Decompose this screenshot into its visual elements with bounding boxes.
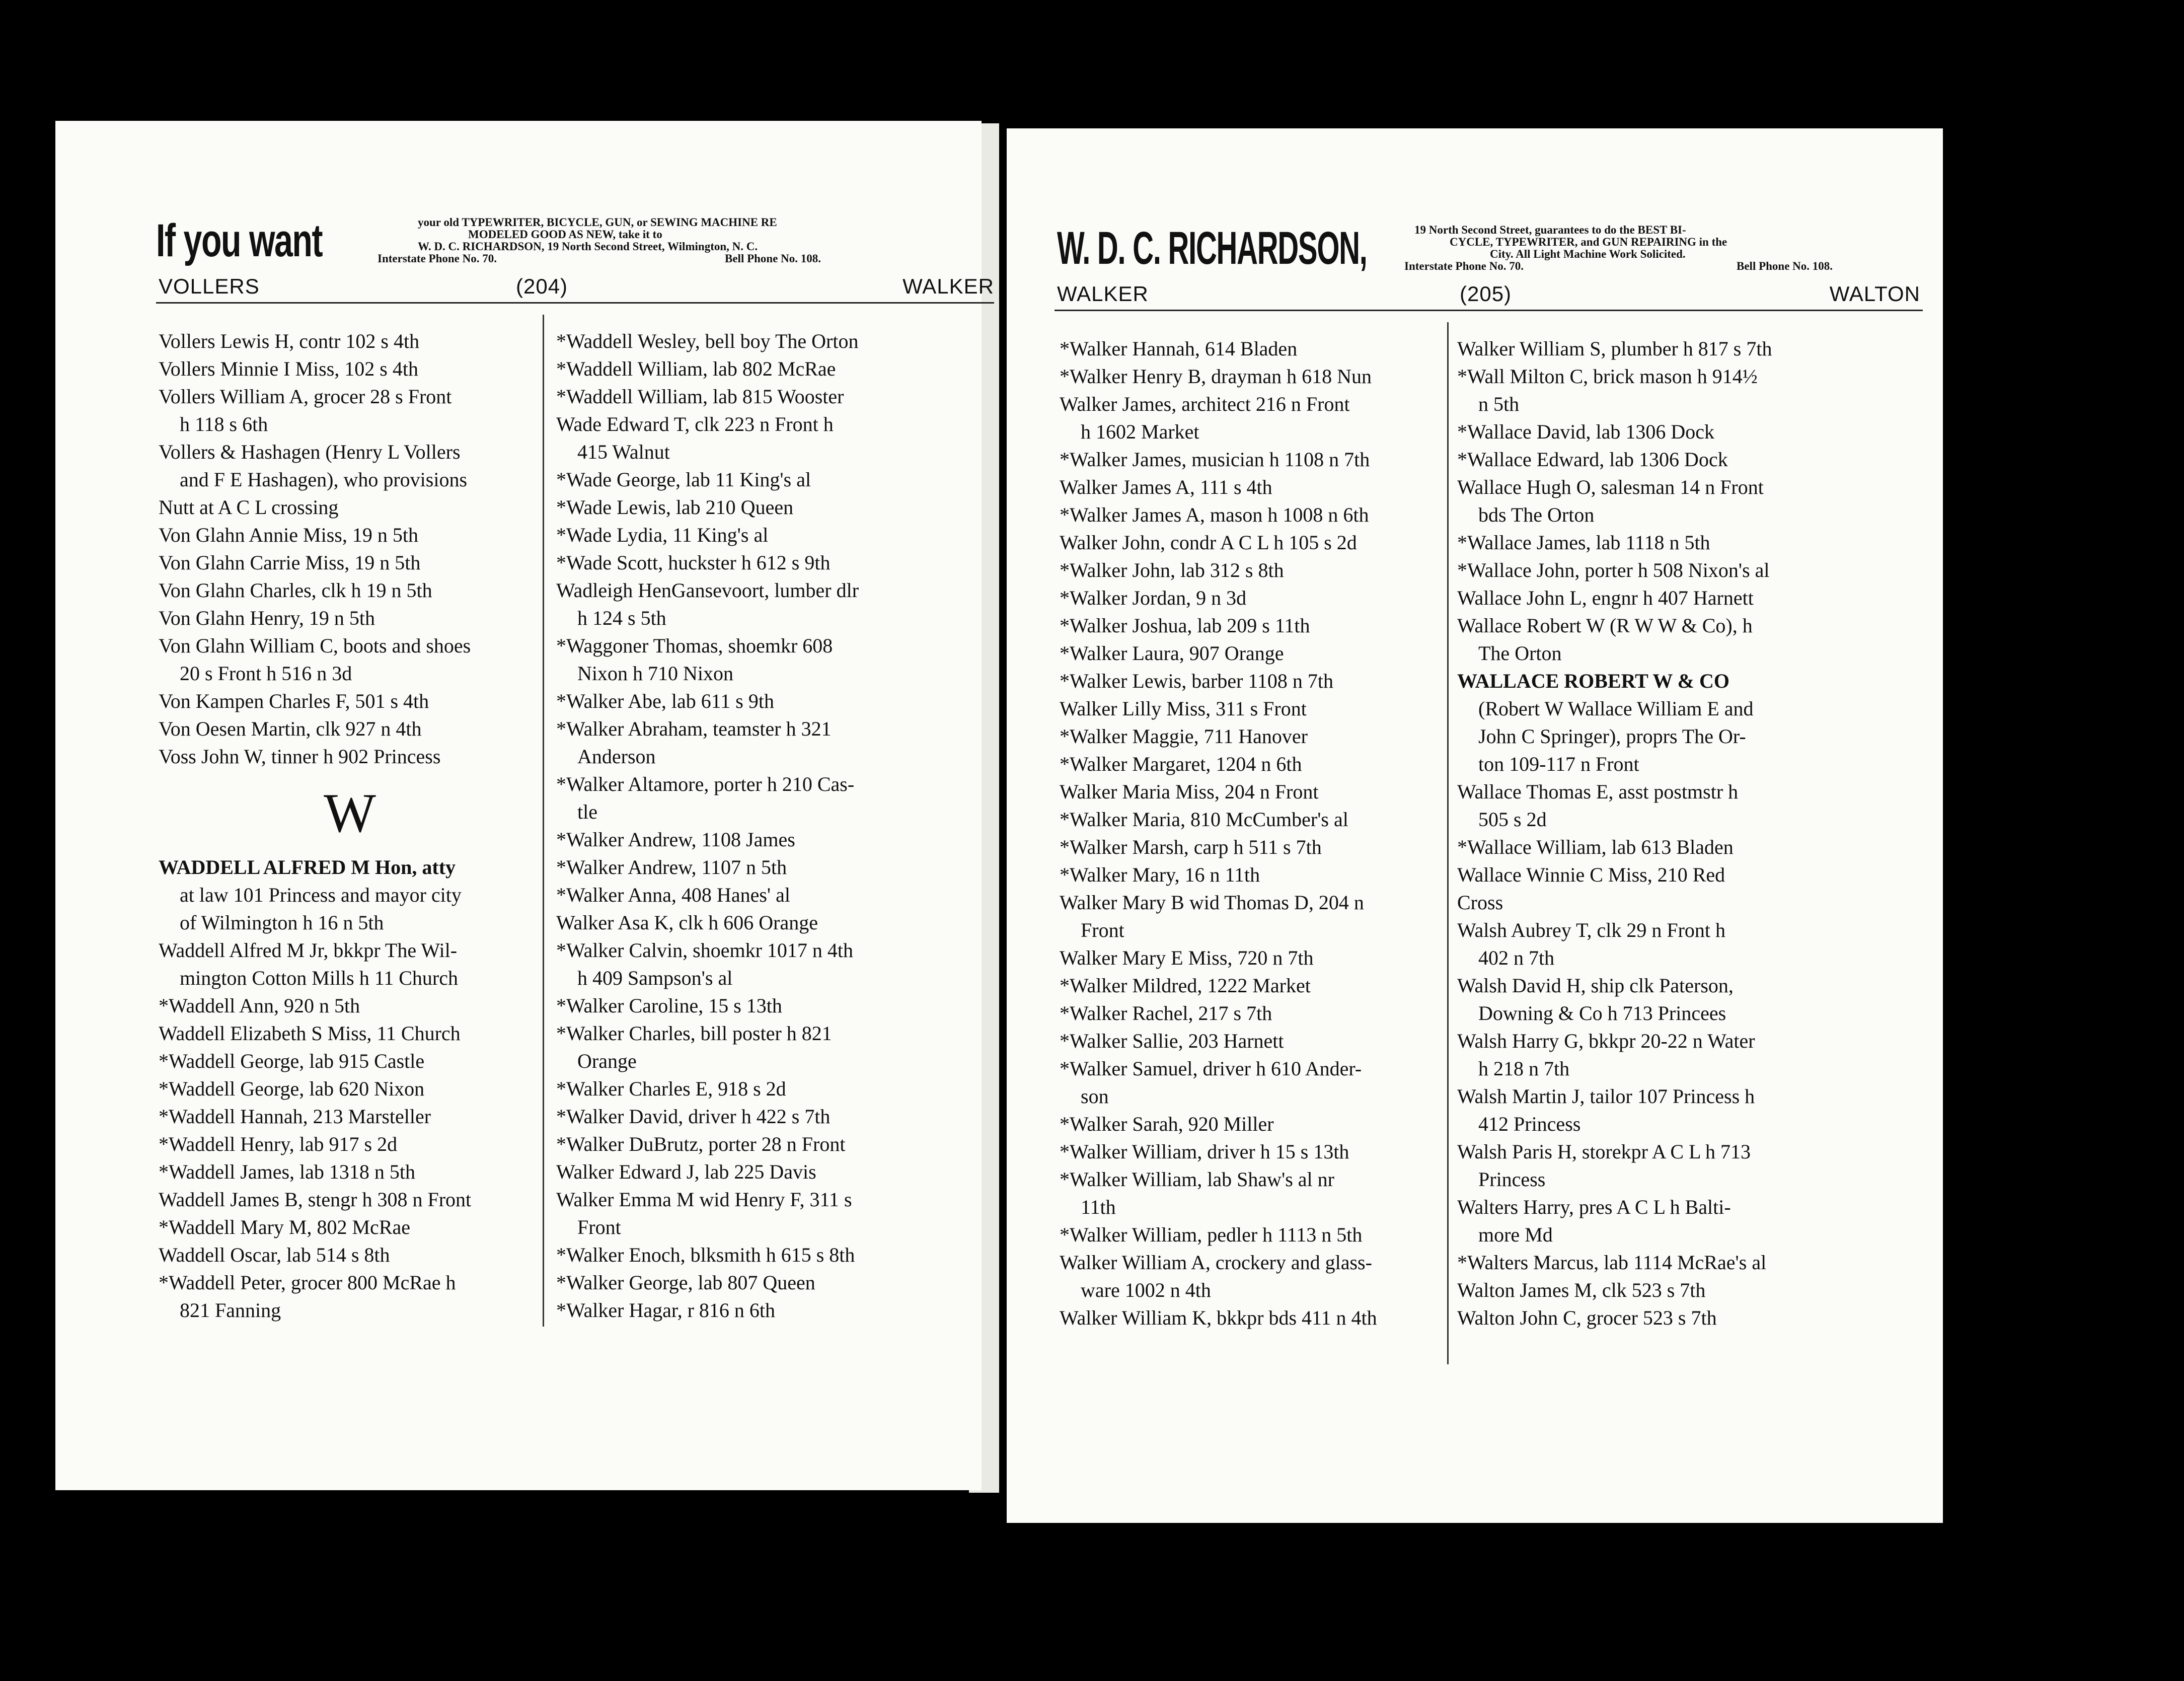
directory-entry: *Waggoner Thomas, shoemkr 608 <box>556 634 833 657</box>
directory-entry: tle <box>577 800 597 823</box>
directory-entry: Walker James A, 111 s 4th <box>1060 476 1272 498</box>
directory-entry: ton 109-117 n Front <box>1478 753 1639 775</box>
directory-entry: 505 s 2d <box>1478 808 1547 831</box>
directory-entry: Wallace Hugh O, salesman 14 n Front <box>1457 476 1764 498</box>
directory-entry: at law 101 Princess and mayor city <box>180 884 462 906</box>
directory-entry: *Waddell William, lab 802 McRae <box>556 357 836 380</box>
directory-entry: Von Oesen Martin, clk 927 n 4th <box>159 717 422 740</box>
directory-entry: Walker Lilly Miss, 311 s Front <box>1060 697 1307 720</box>
header-left: WALKER <box>1057 282 1149 306</box>
directory-entry: *Waddell William, lab 815 Wooster <box>556 385 844 408</box>
directory-entry: Nixon h 710 Nixon <box>577 662 733 685</box>
directory-entry: Walters Harry, pres A C L h Balti- <box>1457 1196 1731 1218</box>
directory-entry: *Walker Maria, 810 McCumber's al <box>1060 808 1348 831</box>
directory-entry: n 5th <box>1478 393 1520 415</box>
directory-entry: Downing & Co h 713 Princees <box>1478 1002 1726 1025</box>
ad-headline: W. D. C. RICHARDSON, <box>1057 223 1367 274</box>
directory-entry: *Walker Sarah, 920 Miller <box>1060 1113 1274 1135</box>
directory-entry: Wallace Robert W (R W W & Co), h <box>1457 614 1753 637</box>
directory-entry: *Walker Margaret, 1204 n 6th <box>1060 753 1302 775</box>
directory-entry: Orange <box>577 1050 637 1072</box>
directory-entry: Walsh Martin J, tailor 107 Princess h <box>1457 1085 1755 1108</box>
ad-line: Interstate Phone No. 70. <box>378 252 497 265</box>
directory-entry: more Md <box>1478 1223 1553 1246</box>
directory-entry: 415 Walnut <box>577 441 670 463</box>
directory-entry: Waddell James B, stengr h 308 n Front <box>159 1188 472 1211</box>
directory-entry: Walker James, architect 216 n Front <box>1060 393 1350 415</box>
column-2 <box>1457 335 1925 1332</box>
directory-entry: *Walker Jordan, 9 n 3d <box>1060 587 1247 609</box>
directory-entry: h 1602 Market <box>1081 420 1199 443</box>
right-page <box>1007 128 1943 1523</box>
header-right: WALTON <box>1829 282 1920 306</box>
directory-entry: *Waddell Henry, lab 917 s 2d <box>159 1133 398 1155</box>
directory-entry: Walton James M, clk 523 s 7th <box>1457 1279 1706 1301</box>
ad-line: 19 North Second Street, guarantees to do the BEST BI- <box>1414 224 1686 236</box>
directory-entry: *Walker Lewis, barber 1108 n 7th <box>1060 670 1334 692</box>
directory-entry: *Wall Milton C, brick mason h 914½ <box>1457 365 1758 388</box>
directory-entry: *Walker Samuel, driver h 610 Ander- <box>1060 1057 1362 1080</box>
directory-entry: Vollers Minnie I Miss, 102 s 4th <box>159 357 418 380</box>
directory-entry: *Waddell Mary M, 802 McRae <box>159 1216 410 1238</box>
page-number: (205) <box>1460 282 1512 306</box>
directory-entry: ware 1002 n 4th <box>1081 1279 1211 1301</box>
directory-entry: 11th <box>1081 1196 1116 1218</box>
directory-entry: *Walker Enoch, blksmith h 615 s 8th <box>556 1244 855 1266</box>
ad-line: W. D. C. RICHARDSON, 19 North Second Street, Wilmington, N. C. <box>418 240 758 253</box>
directory-entry: Von Glahn Carrie Miss, 19 n 5th <box>159 551 421 574</box>
ad-line: Bell Phone No. 108. <box>725 252 821 265</box>
directory-entry: Wadleigh HenGansevoort, lumber dlr <box>556 579 859 602</box>
directory-entry: *Walker Maggie, 711 Hanover <box>1060 725 1308 748</box>
directory-entry: *Wallace James, lab 1118 n 5th <box>1457 531 1710 554</box>
directory-entry: *Walker Henry B, drayman h 618 Nun <box>1060 365 1372 388</box>
directory-entry: *Walker Andrew, 1107 n 5th <box>556 856 787 879</box>
directory-entry: Vollers Lewis H, contr 102 s 4th <box>159 330 420 352</box>
directory-entry: Waddell Elizabeth S Miss, 11 Church <box>159 1022 461 1045</box>
column-1 <box>1060 335 1442 1332</box>
directory-entry: *Walker Sallie, 203 Harnett <box>1060 1030 1284 1052</box>
directory-entry: *Wallace Edward, lab 1306 Dock <box>1457 448 1728 471</box>
directory-entry: Wallace Thomas E, asst postmstr h <box>1457 780 1739 803</box>
directory-entry: 412 Princess <box>1478 1113 1581 1135</box>
directory-entry: *Walker Marsh, carp h 511 s 7th <box>1060 836 1322 858</box>
directory-entry: *Walker Laura, 907 Orange <box>1060 642 1284 665</box>
directory-entry: Walker John, condr A C L h 105 s 2d <box>1060 531 1357 554</box>
directory-entry: John C Springer), proprs The Or- <box>1478 725 1746 748</box>
directory-entry: Von Glahn William C, boots and shoes <box>159 634 471 657</box>
ad-line: City. All Light Machine Work Solicited. <box>1490 248 1686 260</box>
directory-entry: *Wade Scott, huckster h 612 s 9th <box>556 551 831 574</box>
directory-entry: 20 s Front h 516 n 3d <box>180 662 352 685</box>
page-number: (204) <box>516 274 568 298</box>
directory-entry: Von Glahn Annie Miss, 19 n 5th <box>159 524 418 546</box>
directory-entry: Walker William A, crockery and glass- <box>1060 1251 1372 1274</box>
directory-entry: *Walker David, driver h 422 s 7th <box>556 1105 831 1128</box>
directory-entry: son <box>1081 1085 1109 1108</box>
running-header <box>159 274 994 300</box>
directory-entry: The Orton <box>1478 642 1562 665</box>
directory-entry: *Walker Charles, bill poster h 821 <box>556 1022 832 1045</box>
directory-entry: *Wade Lewis, lab 210 Queen <box>556 496 794 519</box>
directory-entry: Walker Emma M wid Henry F, 311 s <box>556 1188 852 1211</box>
directory-entry: Voss John W, tinner h 902 Princess <box>159 745 441 768</box>
directory-entry: Wade Edward T, clk 223 n Front h <box>556 413 834 435</box>
directory-entry: WALLACE ROBERT W & CO <box>1457 670 1729 692</box>
directory-entry: *Wade Lydia, 11 King's al <box>556 524 769 546</box>
directory-entry: *Waddell Ann, 920 n 5th <box>159 994 360 1017</box>
column-divider <box>543 315 544 1327</box>
directory-entry: *Walker Charles E, 918 s 2d <box>556 1077 786 1100</box>
directory-entry: Von Glahn Charles, clk h 19 n 5th <box>159 579 432 602</box>
directory-entry: *Walker Rachel, 217 s 7th <box>1060 1002 1272 1025</box>
directory-entry: *Walker James A, mason h 1008 n 6th <box>1060 503 1369 526</box>
directory-entry: *Walker DuBrutz, porter 28 n Front <box>556 1133 846 1155</box>
directory-entry: *Wallace John, porter h 508 Nixon's al <box>1457 559 1770 581</box>
directory-entry: Walsh David H, ship clk Paterson, <box>1457 974 1734 997</box>
directory-entry: Nutt at A C L crossing <box>159 496 339 519</box>
directory-entry: *Walker Caroline, 15 s 13th <box>556 994 782 1017</box>
directory-entry: *Waddell Wesley, bell boy The Orton <box>556 330 859 352</box>
directory-entry: Von Kampen Charles F, 501 s 4th <box>159 690 429 712</box>
directory-entry: Waddell Oscar, lab 514 s 8th <box>159 1244 390 1266</box>
directory-entry: bds The Orton <box>1478 503 1595 526</box>
directory-entry: *Walker William, pedler h 1113 n 5th <box>1060 1223 1363 1246</box>
directory-entry: h 409 Sampson's al <box>577 967 733 989</box>
directory-entry: *Waddell George, lab 915 Castle <box>159 1050 425 1072</box>
directory-entry: Walsh Aubrey T, clk 29 n Front h <box>1457 919 1726 941</box>
directory-entry: mington Cotton Mills h 11 Church <box>180 967 458 989</box>
header-left: VOLLERS <box>159 274 260 298</box>
directory-entry: Walker Maria Miss, 204 n Front <box>1060 780 1319 803</box>
ad-line: MODELED GOOD AS NEW, take it to <box>468 228 662 241</box>
directory-entry: Cross <box>1457 891 1503 914</box>
running-header <box>1057 282 1920 307</box>
directory-entry: Walker Edward J, lab 225 Davis <box>556 1160 816 1183</box>
directory-entry: Von Glahn Henry, 19 n 5th <box>159 607 375 629</box>
directory-entry: *Walker Andrew, 1108 James <box>556 828 795 851</box>
directory-entry: Waddell Alfred M Jr, bkkpr The Wil- <box>159 939 458 962</box>
directory-entry: Walker Mary B wid Thomas D, 204 n <box>1060 891 1364 914</box>
directory-entry: *Walker Anna, 408 Hanes' al <box>556 884 790 906</box>
directory-entry: *Walker William, lab Shaw's al nr <box>1060 1168 1334 1191</box>
directory-entry: and F E Hashagen), who provisions <box>180 468 468 491</box>
directory-entry: of Wilmington h 16 n 5th <box>180 911 384 934</box>
directory-entry: *Waddell George, lab 620 Nixon <box>159 1077 425 1100</box>
directory-entry: Wallace John L, engnr h 407 Harnett <box>1457 587 1754 609</box>
directory-entry: (Robert W Wallace William E and <box>1478 697 1754 720</box>
directory-entry: *Wallace William, lab 613 Bladen <box>1457 836 1734 858</box>
directory-entry: Front <box>577 1216 621 1238</box>
header-rule <box>156 302 994 304</box>
directory-entry: *Walker Hagar, r 816 n 6th <box>556 1299 776 1322</box>
column-1 <box>159 327 541 1324</box>
directory-entry: 821 Fanning <box>180 1299 281 1322</box>
directory-entry: 402 n 7th <box>1478 946 1555 969</box>
column-2 <box>556 327 994 1324</box>
directory-entry: Walsh Harry G, bkkpr 20-22 n Water <box>1457 1030 1755 1052</box>
ad-line: CYCLE, TYPEWRITER, and GUN REPAIRING in the <box>1450 236 1727 248</box>
directory-entry: *Walker William, driver h 15 s 13th <box>1060 1140 1349 1163</box>
directory-entry: WADDELL ALFRED M Hon, atty <box>159 856 456 879</box>
directory-entry: h 124 s 5th <box>577 607 666 629</box>
header-right: WALKER <box>902 274 994 298</box>
advertisement-left <box>156 209 992 269</box>
directory-entry: *Walker Mary, 16 n 11th <box>1060 863 1260 886</box>
directory-entry: *Walker Abe, lab 611 s 9th <box>556 690 774 712</box>
directory-entry: Wallace Winnie C Miss, 210 Red <box>1457 863 1725 886</box>
directory-entry: *Wade George, lab 11 King's al <box>556 468 811 491</box>
left-page <box>55 121 994 1490</box>
directory-entry: Anderson <box>577 745 656 768</box>
header-rule <box>1055 310 1923 311</box>
directory-entry: *Waddell James, lab 1318 n 5th <box>159 1160 416 1183</box>
directory-entry: Walker William S, plumber h 817 s 7th <box>1457 337 1772 360</box>
directory-entry: *Walker Altamore, porter h 210 Cas- <box>556 773 855 795</box>
directory-entry: Princess <box>1478 1168 1546 1191</box>
section-letter: W <box>324 782 376 844</box>
directory-entry: *Walker George, lab 807 Queen <box>556 1271 815 1294</box>
directory-entry: *Walker Abraham, teamster h 321 <box>556 717 832 740</box>
directory-entry: Vollers William A, grocer 28 s Front <box>159 385 452 408</box>
directory-entry: *Walker James, musician h 1108 n 7th <box>1060 448 1370 471</box>
directory-entry: *Walker Hannah, 614 Bladen <box>1060 337 1298 360</box>
directory-entry: Walton John C, grocer 523 s 7th <box>1457 1306 1717 1329</box>
directory-entry: Walsh Paris H, storekpr A C L h 713 <box>1457 1140 1751 1163</box>
directory-entry: Front <box>1081 919 1124 941</box>
directory-entry: *Walker Joshua, lab 209 s 11th <box>1060 614 1310 637</box>
directory-entry: *Waddell Hannah, 213 Marsteller <box>159 1105 431 1128</box>
directory-entry: h 218 n 7th <box>1478 1057 1570 1080</box>
directory-entry: *Walker Mildred, 1222 Market <box>1060 974 1311 997</box>
directory-entry: *Waddell Peter, grocer 800 McRae h <box>159 1271 456 1294</box>
directory-entry: *Walker John, lab 312 s 8th <box>1060 559 1284 581</box>
ad-line: Bell Phone No. 108. <box>1737 260 1833 272</box>
advertisement-right <box>1057 216 1923 277</box>
ad-line: your old TYPEWRITER, BICYCLE, GUN, or SEWING MACHINE RE <box>418 216 777 229</box>
column-divider <box>1447 322 1449 1364</box>
directory-entry: *Wallace David, lab 1306 Dock <box>1457 420 1715 443</box>
directory-entry: *Walker Calvin, shoemkr 1017 n 4th <box>556 939 854 962</box>
directory-entry: Walker William K, bkkpr bds 411 n 4th <box>1060 1306 1377 1329</box>
directory-entry: Walker Asa K, clk h 606 Orange <box>556 911 818 934</box>
directory-entry: h 118 s 6th <box>180 413 268 435</box>
directory-entry: Walker Mary E Miss, 720 n 7th <box>1060 946 1314 969</box>
ad-headline: If you want <box>156 215 323 266</box>
ad-line: Interstate Phone No. 70. <box>1404 260 1524 272</box>
directory-entry: Vollers & Hashagen (Henry L Vollers <box>159 441 461 463</box>
directory-entry: *Walters Marcus, lab 1114 McRae's al <box>1457 1251 1767 1274</box>
